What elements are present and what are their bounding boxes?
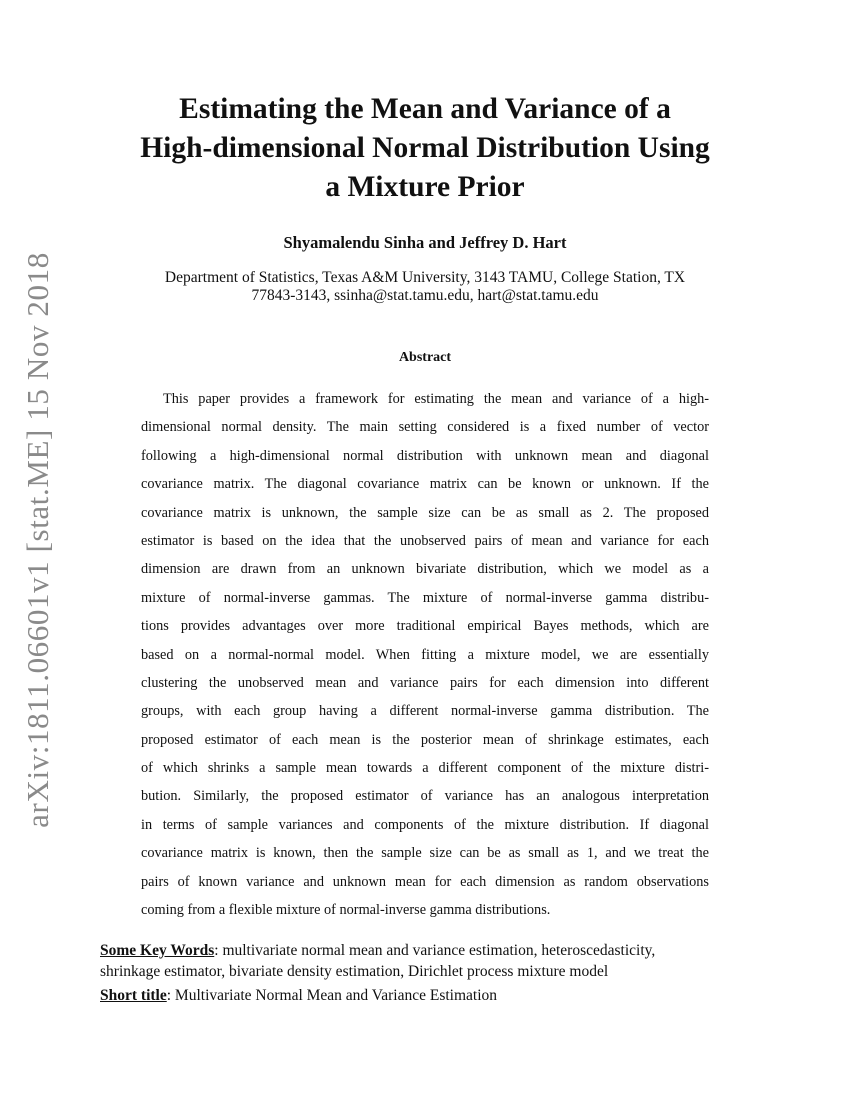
abstract-line: This paper provides a framework for estimating the mean and variance of a high- [163,391,709,407]
key-words-label: Some Key Words [100,942,215,959]
abstract-line: groups, with each group having a different normal-inverse gamma distribution. The [141,703,709,720]
abstract-line: clustering the unobserved mean and variance pairs for each dimension into different [141,674,709,691]
abstract-line: dimensional normal density. The main setting considered is a fixed number of vector [141,419,709,436]
short-title-text: Multivariate Normal Mean and Variance Estimation [174,987,498,1004]
abstract-line: proposed estimator of each mean is the posterior mean of shrinkage estimates, each [141,731,709,748]
key-words-line: shrinkage estimator, bivariate density estimation, Dirichlet process mixture model [100,963,609,980]
short-title-label: Short title [100,987,167,1004]
abstract-body [141,385,709,924]
author-list: Shyamalendu Sinha and Jeffrey D. Hart [283,233,567,252]
abstract-line: of which shrinks a sample mean towards a different component of the mixture distri- [141,760,709,777]
title-line: High-dimensional Normal Distribution Using [140,132,710,164]
key-words [100,940,750,982]
abstract-line: bution. Similarly, the proposed estimator of variance has an analogous interpretation [141,788,709,805]
abstract-line: based on a normal-normal model. When fitting a mixture model, we are essentially [141,646,709,663]
key-words-text: multivariate normal mean and variance estimation, heteroscedasticity, [222,942,656,959]
abstract-line: covariance matrix is known, then the sample size can be as small as 1, and we treat the [141,845,709,862]
affiliation-line: Department of Statistics, Texas A&M University, 3143 TAMU, College Station, TX [164,269,686,286]
abstract-line: coming from a flexible mixture of normal-inverse gamma distributions. [141,902,551,919]
abstract-line: covariance matrix. The diagonal covariance matrix can be known or unknown. If the [141,476,709,493]
title-line: Estimating the Mean and Variance of a [179,93,671,125]
abstract-line: covariance matrix is unknown, the sample size can be as small as 2. The proposed [141,504,709,521]
affiliation [110,269,740,305]
abstract-heading: Abstract [398,350,452,365]
key-words-line: Some Key Words: multivariate normal mean and variance estimation, heteroscedasticity, [100,942,656,959]
abstract-line: dimension are drawn from an unknown bivariate distribution, which we model as a [141,561,709,578]
paper-title [100,90,750,207]
arxiv-identifier-stamp: arXiv:1811.06601v1 [stat.ME] 15 Nov 2018 [20,252,55,828]
abstract-line: tions provides advantages over more traditional empirical Bayes methods, which are [141,618,709,635]
abstract-line: estimator is based on the idea that the unobserved pairs of mean and variance for each [141,532,709,549]
abstract-line: following a high-dimensional normal distribution with unknown mean and diagonal [141,447,709,464]
affiliation-line: 77843-3143, ssinha@stat.tamu.edu, hart@stat.tamu.edu [251,287,599,304]
abstract-line: in terms of sample variances and components of the mixture distribution. If diagonal [141,816,709,833]
abstract-line: mixture of normal-inverse gammas. The mixture of normal-inverse gamma distribu- [141,589,709,606]
short-title: Short title: Multivariate Normal Mean and Variance Estimation [100,987,498,1004]
abstract-line: pairs of known variance and unknown mean for each dimension as random observations [141,873,709,890]
title-line: a Mixture Prior [325,171,525,203]
